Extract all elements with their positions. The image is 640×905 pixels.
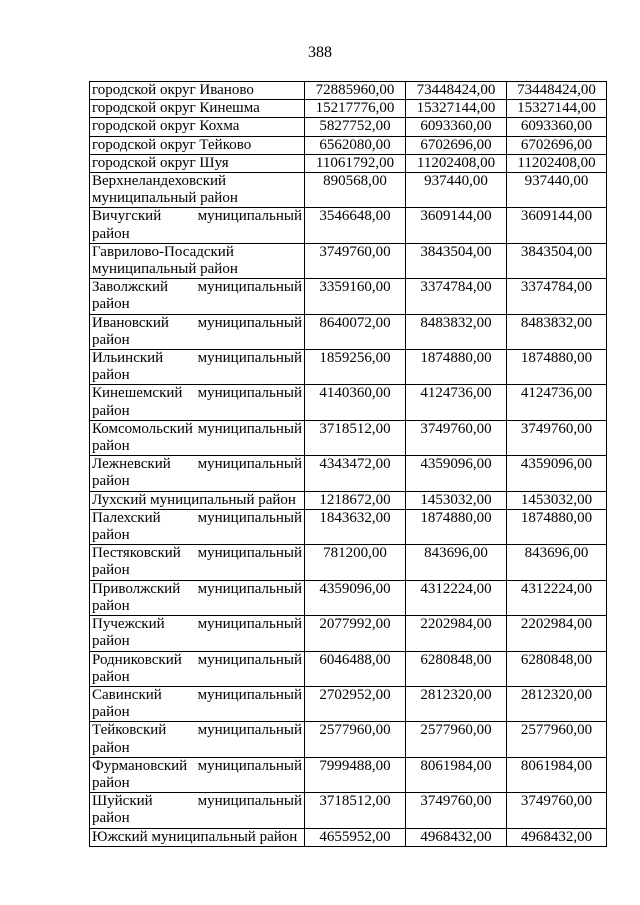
- amount-cell-3: 6702696,00: [507, 136, 607, 154]
- municipality-name-cell: Верхнеландеховский муниципальный район: [90, 173, 305, 208]
- table-row: [90, 173, 607, 208]
- amount-cell-1: 3359160,00: [305, 279, 406, 314]
- municipality-name-cell: Пестяковский муниципальный район: [90, 545, 305, 580]
- amount-cell-2: 2812320,00: [406, 686, 507, 721]
- amount-cell-2: 4312224,00: [406, 580, 507, 615]
- table-row: [90, 580, 607, 615]
- municipality-name-cell: Комсомольский муниципальный район: [90, 420, 305, 455]
- table-row: [90, 208, 607, 243]
- amount-cell-3: 937440,00: [507, 173, 607, 208]
- amount-cell-1: 1218672,00: [305, 491, 406, 509]
- municipality-name-cell: Пучежский муниципальный район: [90, 616, 305, 651]
- amount-cell-3: 8483832,00: [507, 314, 607, 349]
- table-row: [90, 793, 607, 828]
- table-row: [90, 420, 607, 455]
- amount-cell-1: 3718512,00: [305, 420, 406, 455]
- amount-cell-2: 8061984,00: [406, 757, 507, 792]
- amount-cell-2: 6093360,00: [406, 118, 507, 136]
- table-row: [90, 651, 607, 686]
- amount-cell-2: 3843504,00: [406, 243, 507, 278]
- amount-cell-2: 1874880,00: [406, 509, 507, 544]
- amount-cell-2: 937440,00: [406, 173, 507, 208]
- table-row: [90, 100, 607, 118]
- municipality-name-cell: Ильинский муниципальный район: [90, 350, 305, 385]
- amount-cell-3: 3749760,00: [507, 420, 607, 455]
- amount-cell-1: 2577960,00: [305, 722, 406, 757]
- amount-cell-3: 3749760,00: [507, 793, 607, 828]
- amount-cell-1: 781200,00: [305, 545, 406, 580]
- municipality-name-cell: Вичугский муниципальный район: [90, 208, 305, 243]
- table-row: [90, 686, 607, 721]
- amount-cell-2: 4968432,00: [406, 828, 507, 846]
- budget-table-body: [90, 82, 607, 847]
- amount-cell-1: 11061792,00: [305, 154, 406, 172]
- municipality-name-cell: Гаврилово-Посадский муниципальный район: [90, 243, 305, 278]
- table-row: [90, 491, 607, 509]
- amount-cell-3: 2577960,00: [507, 722, 607, 757]
- table-row: [90, 828, 607, 846]
- page-number: 388: [308, 44, 332, 61]
- municipality-name-cell: городской округ Иваново: [90, 82, 305, 100]
- amount-cell-3: 4968432,00: [507, 828, 607, 846]
- amount-cell-3: 6280848,00: [507, 651, 607, 686]
- table-row: [90, 118, 607, 136]
- amount-cell-2: 6702696,00: [406, 136, 507, 154]
- amount-cell-3: 11202408,00: [507, 154, 607, 172]
- amount-cell-2: 4124736,00: [406, 385, 507, 420]
- municipality-name-cell: Заволжский муниципальный район: [90, 279, 305, 314]
- table-row: [90, 545, 607, 580]
- municipality-name-cell: Лухский муниципальный район: [90, 491, 305, 509]
- amount-cell-2: 73448424,00: [406, 82, 507, 100]
- amount-cell-3: 3843504,00: [507, 243, 607, 278]
- table-row: [90, 509, 607, 544]
- municipality-name-cell: Палехский муниципальный район: [90, 509, 305, 544]
- amount-cell-3: 8061984,00: [507, 757, 607, 792]
- table-row: [90, 722, 607, 757]
- amount-cell-3: 4124736,00: [507, 385, 607, 420]
- amount-cell-1: 2702952,00: [305, 686, 406, 721]
- municipality-name-cell: Лежневский муниципальный район: [90, 456, 305, 491]
- amount-cell-1: 3749760,00: [305, 243, 406, 278]
- municipality-name-cell: Фурмановский муниципальный район: [90, 757, 305, 792]
- table-row: [90, 154, 607, 172]
- amount-cell-1: 8640072,00: [305, 314, 406, 349]
- municipality-name-cell: городской округ Тейково: [90, 136, 305, 154]
- amount-cell-3: 1874880,00: [507, 350, 607, 385]
- amount-cell-1: 6562080,00: [305, 136, 406, 154]
- amount-cell-2: 1874880,00: [406, 350, 507, 385]
- amount-cell-1: 6046488,00: [305, 651, 406, 686]
- amount-cell-3: 2202984,00: [507, 616, 607, 651]
- amount-cell-1: 7999488,00: [305, 757, 406, 792]
- amount-cell-2: 2577960,00: [406, 722, 507, 757]
- table-row: [90, 385, 607, 420]
- municipality-name-cell: Приволжский муниципальный район: [90, 580, 305, 615]
- amount-cell-1: 3546648,00: [305, 208, 406, 243]
- amount-cell-3: 4312224,00: [507, 580, 607, 615]
- amount-cell-1: 72885960,00: [305, 82, 406, 100]
- table-row: [90, 136, 607, 154]
- amount-cell-2: 3609144,00: [406, 208, 507, 243]
- amount-cell-1: 4140360,00: [305, 385, 406, 420]
- amount-cell-2: 15327144,00: [406, 100, 507, 118]
- municipality-name-cell: Ивановский муниципальный район: [90, 314, 305, 349]
- table-row: [90, 350, 607, 385]
- amount-cell-3: 3374784,00: [507, 279, 607, 314]
- amount-cell-1: 4655952,00: [305, 828, 406, 846]
- amount-cell-2: 8483832,00: [406, 314, 507, 349]
- amount-cell-2: 1453032,00: [406, 491, 507, 509]
- amount-cell-1: 1859256,00: [305, 350, 406, 385]
- budget-table: [89, 81, 607, 847]
- amount-cell-1: 5827752,00: [305, 118, 406, 136]
- amount-cell-2: 4359096,00: [406, 456, 507, 491]
- amount-cell-3: 6093360,00: [507, 118, 607, 136]
- municipality-name-cell: городской округ Кохма: [90, 118, 305, 136]
- amount-cell-3: 1874880,00: [507, 509, 607, 544]
- municipality-name-cell: Кинешемский муниципальный район: [90, 385, 305, 420]
- amount-cell-3: 1453032,00: [507, 491, 607, 509]
- amount-cell-3: 3609144,00: [507, 208, 607, 243]
- amount-cell-1: 2077992,00: [305, 616, 406, 651]
- table-row: [90, 456, 607, 491]
- amount-cell-2: 2202984,00: [406, 616, 507, 651]
- municipality-name-cell: городской округ Кинешма: [90, 100, 305, 118]
- table-row: [90, 243, 607, 278]
- amount-cell-1: 1843632,00: [305, 509, 406, 544]
- table-row: [90, 314, 607, 349]
- amount-cell-2: 3749760,00: [406, 420, 507, 455]
- amount-cell-1: 3718512,00: [305, 793, 406, 828]
- amount-cell-3: 73448424,00: [507, 82, 607, 100]
- municipality-name-cell: Шуйский муниципальный район: [90, 793, 305, 828]
- table-row: [90, 82, 607, 100]
- municipality-name-cell: Родниковский муниципальный район: [90, 651, 305, 686]
- municipality-name-cell: Южский муниципальный район: [90, 828, 305, 846]
- amount-cell-3: 843696,00: [507, 545, 607, 580]
- municipality-name-cell: Савинский муниципальный район: [90, 686, 305, 721]
- amount-cell-1: 15217776,00: [305, 100, 406, 118]
- amount-cell-2: 3374784,00: [406, 279, 507, 314]
- amount-cell-1: 4359096,00: [305, 580, 406, 615]
- table-row: [90, 279, 607, 314]
- table-row: [90, 757, 607, 792]
- amount-cell-1: 4343472,00: [305, 456, 406, 491]
- amount-cell-2: 11202408,00: [406, 154, 507, 172]
- amount-cell-2: 6280848,00: [406, 651, 507, 686]
- table-row: [90, 616, 607, 651]
- amount-cell-2: 3749760,00: [406, 793, 507, 828]
- amount-cell-2: 843696,00: [406, 545, 507, 580]
- amount-cell-3: 2812320,00: [507, 686, 607, 721]
- amount-cell-3: 15327144,00: [507, 100, 607, 118]
- municipality-name-cell: Тейковский муниципальный район: [90, 722, 305, 757]
- amount-cell-1: 890568,00: [305, 173, 406, 208]
- municipality-name-cell: городской округ Шуя: [90, 154, 305, 172]
- amount-cell-3: 4359096,00: [507, 456, 607, 491]
